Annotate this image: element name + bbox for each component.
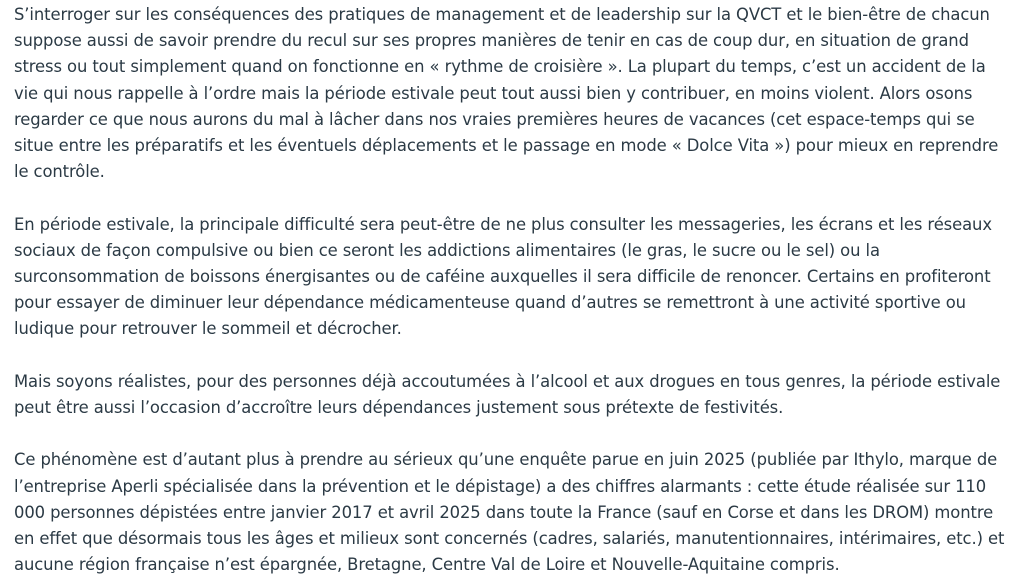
paragraph-summer-addictions: En période estivale, la principale difficulté sera peut-être de ne plus consulter les messageries, les écrans et les réseaux sociaux de façon compulsive ou bien ce seront les addictions alimentaires (le gras, le sucre ou le sel) ou la surconsommation de boissons énergisantes ou de caféine auxquelles il sera difficile de renoncer. Certains en profiteront pour essayer de diminuer leur dépendance médicamenteuse quand d’autres se remettront à une activité sportive ou ludique pour retrouver le sommeil et décrocher. xyxy=(14,214,992,339)
paragraph-alcohol-drugs: Mais soyons réalistes, pour des personnes déjà accoutumées à l’alcool et aux drogues en tous genres, la période estivale peut être aussi l’occasion d’accroître leurs dépendances justement sous prétexte de festivités. xyxy=(14,371,1001,418)
paragraph-management: S’interroger sur les conséquences des pratiques de management et de leadership sur la QVCT et le bien-être de chacun suppose aussi de savoir prendre du recul sur ses propres manières de tenir en cas de coup dur, en situation de grand stress ou tout simplement quand on fonctionne en « rythme de croisière ». La plupart du temps, c’est un accident de la vie qui nous rappelle à l’ordre mais la période estivale peut tout aussi bien y contribuer, en moins violent. Alors osons regarder ce que nous aurons du mal à lâcher dans nos vraies premières heures de vacances (cet espace-temps qui se situe entre les préparatifs et les éventuels déplacements et le passage en mode « Dolce Vita ») pour mieux en reprendre le contrôle. xyxy=(14,5,999,182)
paragraph-survey: Ce phénomène est d’autant plus à prendre au sérieux qu’une enquête parue en juin 2025 (publiée par Ithylo, marque de l’entreprise Aperli spécialisée dans la prévention et le dépistage) a des chiffres alarmants : cette étude réalisée sur 110 000 personnes dépistées entre janvier 2017 et avril 2025 dans toute la France (sauf en Corse et dans les DROM) montre en effet que désormais tous les âges et milieux sont concernés (cadres, salariés, manutentionnaires, intérimaires, etc.) et aucune région française n’est épargnée, Bretagne, Centre Val de Loire et Nouvelle-Aquitaine compris. xyxy=(14,450,1005,575)
